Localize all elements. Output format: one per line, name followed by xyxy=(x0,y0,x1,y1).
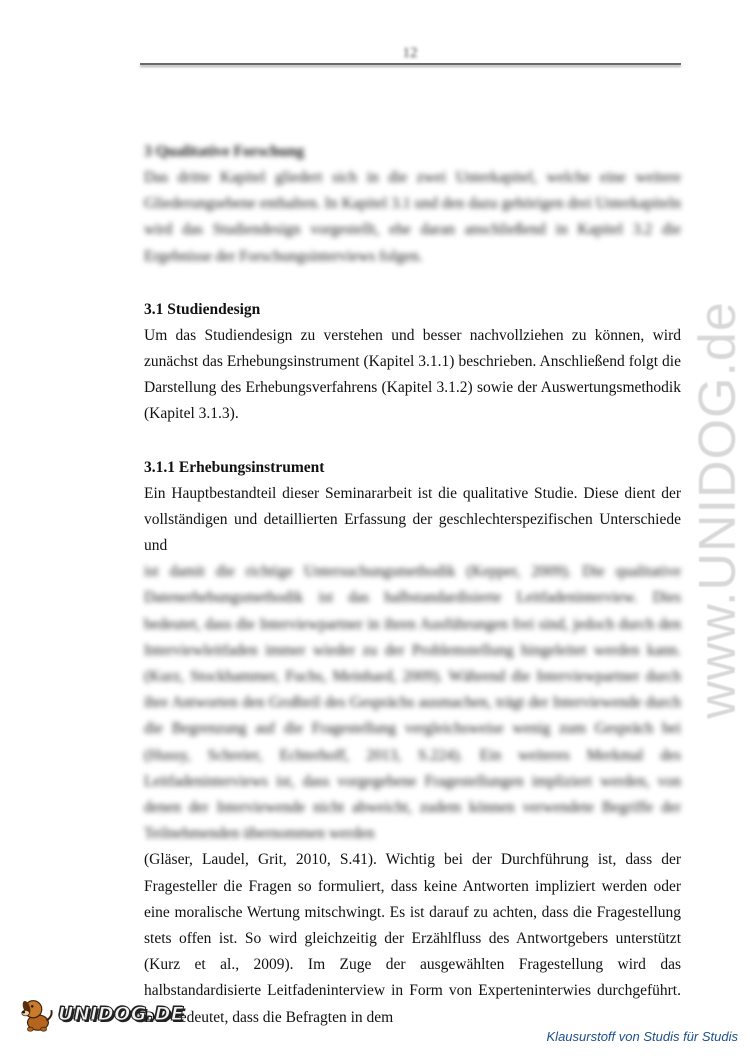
section-3-1-1-heading: 3.1.1 Erhebungsinstrument xyxy=(144,458,325,476)
unidog-logo[interactable] xyxy=(18,994,184,1034)
header-divider xyxy=(140,63,681,65)
section-3-1-1-paragraph-visible-bottom: (Gläser, Laudel, Grit, 2010, S.41). Wichtig bei der Durchführung ist, dass der Fragesteller die Fragen so formuliert, dass keine Antworten impliziert werden oder eine moralische Wertung mitschwingt. Es ist darauf zu achten, dass die Fragestellung stets offen ist. So wird gleichzeitig der Erzählfluss des Antwortgebers unterstützt (Kurz et al., 2009). Im Zuge der ausgewählten Fragestellung wird das halbstandardisierte Leitfadeninterview in Form von Experteninterwies durchgeführt. Das bedeutet, dass die Befragten in dem xyxy=(144,851,681,1026)
document-body xyxy=(144,138,681,1031)
section-3-1-1-paragraph-visible-top: Ein Hauptbestandteil dieser Seminararbeit ist die qualitative Studie. Diese dient der vollständigen und detaillierten Erfassung der geschlechterspezifischen Unterschiede und xyxy=(144,484,681,555)
watermark-text: www.UNIDOG.de xyxy=(689,301,747,719)
footer-slogan: Klausurstoff von Studis für Studis xyxy=(546,1029,738,1044)
section-3-1-paragraph: Um das Studiendesign zu verstehen und besser nachvollziehen zu können, wird zunächst das Erhebungsinstrument (Kapitel 3.1.1) beschrieben. Anschließend folgt die Darstellung des Erhebungsverfahrens (Kapitel 3.1.2) sowie der Auswertungsmethodik (Kapitel 3.1.3). xyxy=(144,326,681,423)
section-3-heading: 3 Qualitative Forschung xyxy=(144,143,305,160)
logo-text: UNIDOG.DE xyxy=(58,1003,185,1025)
section-3-paragraph: Das dritte Kapitel gliedert sich in die zwei Unterkapitel, welche eine weitere Gliederungsebene enthalten. In Kapitel 3.1 und den dazu gehörigen drei Unterkapiteln wird das Studiendesign vorgestellt, ehe daran anschließend in Kapitel 3.2 die Ergebnisse der Forschungsinterviews folgen. xyxy=(144,169,681,265)
section-3-1-heading: 3.1 Studiendesign xyxy=(144,300,261,318)
watermark xyxy=(688,280,748,740)
dog-mascot-icon xyxy=(18,995,56,1033)
section-3-1-1-paragraph-blurred: ist damit die richtige Untersuchungsmethodik (Kepper, 2009). Die qualitative Datenerhebungsmethodik ist das halbstandardisierte Leitfadeninterview. Dies bedeutet, dass die Interviewpartner in ihren Ausführungen frei sind, jedoch durch den Interviewleitfaden immer wieder zu der Problemstellung hingeleitet werden kann. (Kurz, Stockhammer, Fuchs, Meinhard, 2009). Während die Interviewpartner durch ihre Antworten den Großteil des Gesprächs ausmachen, trägt der Interviewende durch die Begrenzung auf die Fragestellung vergleichsweise wenig zum Gespräch bei (Hussy, Schreier, Echterhoff, 2013, S.224). Ein weiteres Merkmal des Leitfadeninterviews ist, dass vorgegebene Fragestellungen impliziert werden, von denen der Interviewende nicht abweicht, zudem können verwendete Begriffe der Teilnehmenden übernommen werden xyxy=(144,563,681,843)
page-number: 12 xyxy=(402,45,418,61)
